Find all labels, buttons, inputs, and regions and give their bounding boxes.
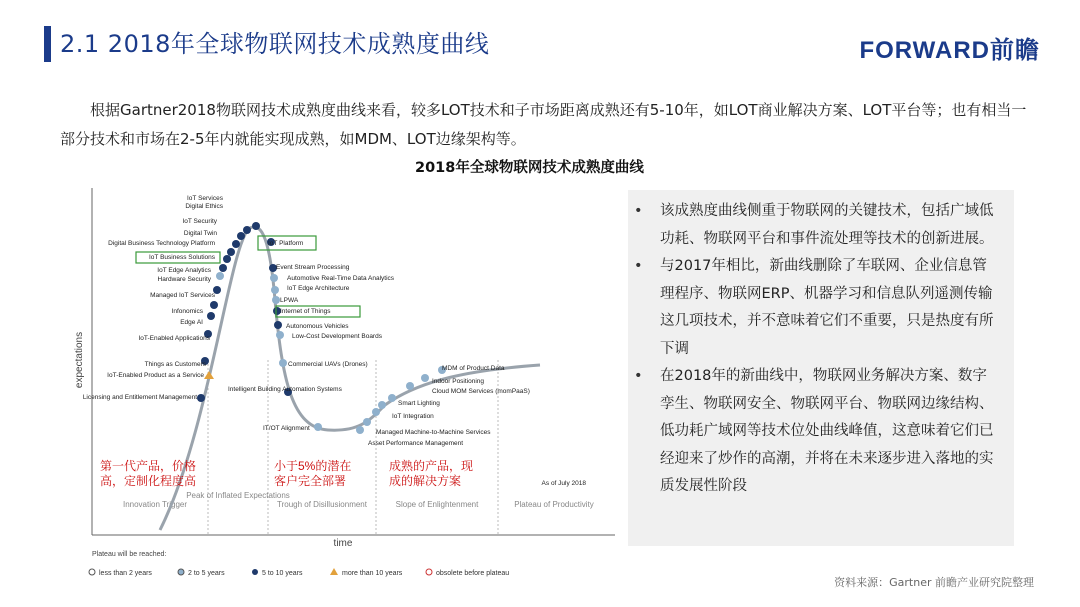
- svg-text:Low-Cost Development Boards: Low-Cost Development Boards: [292, 333, 382, 340]
- page-title: 2.1 2018年全球物联网技术成熟度曲线: [60, 30, 490, 58]
- svg-text:Licensing and Entitlement Mana: Licensing and Entitlement Management: [82, 394, 197, 401]
- date-note: As of July 2018: [541, 480, 586, 487]
- svg-text:Event Stream Processing: Event Stream Processing: [276, 264, 350, 271]
- svg-text:Asset Performance Management: Asset Performance Management: [368, 440, 464, 447]
- svg-text:obsolete before plateau: obsolete before plateau: [436, 570, 510, 577]
- svg-text:IoT Platform: IoT Platform: [268, 240, 304, 247]
- svg-text:5 to 10 years: 5 to 10 years: [262, 570, 303, 577]
- svg-text:Indoor Positioning: Indoor Positioning: [432, 378, 485, 385]
- svg-text:IoT Business Solutions: IoT Business Solutions: [149, 254, 215, 261]
- svg-text:成熟的产品，现: 成熟的产品，现: [389, 459, 474, 473]
- svg-text:Intelligent Building Automatio: Intelligent Building Automation Systems: [228, 386, 342, 393]
- summary-bullet: • 与2017年相比，新曲线删除了车联网、企业信息管理程序、物联网ERP、机器学习和信息队列遥测传输这几项技术，并不意味着它们不重要，只是热度有所下调: [660, 253, 1000, 363]
- title-accent-bar: [44, 26, 51, 62]
- legend: [89, 568, 509, 577]
- svg-text:Automotive Real-Time Data Anal: Automotive Real-Time Data Analytics: [287, 275, 395, 282]
- slope-labels: [368, 365, 530, 447]
- svg-text:MDM of Product Data: MDM of Product Data: [442, 365, 505, 372]
- svg-text:IoT Edge Architecture: IoT Edge Architecture: [287, 285, 350, 292]
- svg-text:Managed IoT Services: Managed IoT Services: [150, 292, 215, 299]
- svg-text:IoT-Enabled Applications: IoT-Enabled Applications: [138, 335, 210, 342]
- svg-text:IoT Security: IoT Security: [182, 218, 217, 225]
- svg-text:more than 10 years: more than 10 years: [342, 570, 403, 577]
- left-labels: [83, 195, 224, 401]
- phase-label: Trough of Disillusionment: [277, 500, 367, 509]
- svg-text:小于5%的潜在: 小于5%的潜在: [274, 459, 352, 473]
- svg-text:less than 2 years: less than 2 years: [99, 570, 152, 577]
- phase-label: Plateau of Productivity: [514, 500, 594, 509]
- svg-text:Managed Machine-to-Machine Ser: Managed Machine-to-Machine Services: [376, 429, 491, 436]
- x-axis-label: time: [333, 538, 353, 549]
- summary-panel: [628, 190, 1014, 546]
- svg-text:Commercial UAVs (Drones): Commercial UAVs (Drones): [288, 361, 368, 368]
- svg-text:Autonomous Vehicles: Autonomous Vehicles: [286, 323, 349, 330]
- phase-label: Innovation Trigger: [122, 500, 188, 509]
- svg-text:Infonomics: Infonomics: [171, 308, 203, 315]
- phase-label: Peak of Inflated Expectations: [186, 491, 290, 500]
- svg-text:Hardware Security: Hardware Security: [157, 276, 211, 283]
- hype-cycle-chart: [70, 180, 618, 580]
- svg-text:IoT Integration: IoT Integration: [392, 413, 434, 420]
- right-labels: [228, 240, 395, 432]
- annotations: [100, 458, 473, 488]
- summary-bullet: • 该成熟度曲线侧重于物联网的关键技术，包括广域低功耗、物联网平台和事件流处理等技术的创新进展。: [660, 198, 1000, 253]
- summary-bullet: • 在2018年的新曲线中，物联网业务解决方案、数字孪生、物联网安全、物联网平台、物联网边缘结构、低功耗广域网等技术位处曲线峰值，这意味着它们已经迎来了炒作的高潮，并将在未来逐步进入落地的实质发展性阶段: [660, 363, 1000, 501]
- svg-text:IoT Edge Analytics: IoT Edge Analytics: [157, 267, 211, 274]
- brand-logo: FORWARD前瞻: [859, 37, 1040, 64]
- svg-text:Smart Lighting: Smart Lighting: [398, 400, 440, 407]
- svg-text:高，定制化程度高: 高，定制化程度高: [100, 474, 197, 488]
- chart-title: 2018年全球物联网技术成熟度曲线: [415, 160, 644, 176]
- svg-text:LPWA: LPWA: [280, 297, 299, 304]
- svg-text:Digital Twin: Digital Twin: [183, 230, 217, 237]
- svg-text:2 to 5 years: 2 to 5 years: [188, 570, 225, 577]
- svg-text:Things as Customers: Things as Customers: [144, 361, 206, 368]
- svg-text:成的解决方案: 成的解决方案: [389, 474, 462, 488]
- phase-label: Slope of Enlightenment: [395, 500, 479, 509]
- svg-text:客户完全部署: 客户完全部署: [274, 474, 347, 488]
- svg-text:Internet of Things: Internet of Things: [280, 308, 331, 315]
- svg-text:Cloud MOM Services (momPaaS): Cloud MOM Services (momPaaS): [432, 388, 530, 395]
- svg-text:Edge AI: Edge AI: [180, 319, 203, 326]
- svg-text:IoT-Enabled Product as a Servi: IoT-Enabled Product as a Service: [107, 372, 204, 379]
- source-note: 资料来源：Gartner 前瞻产业研究院整理: [834, 576, 1034, 589]
- svg-text:IT/OT Alignment: IT/OT Alignment: [263, 425, 310, 432]
- svg-text:第一代产品，价格: 第一代产品，价格: [100, 459, 197, 473]
- svg-text:Digital Ethics: Digital Ethics: [185, 203, 223, 210]
- y-axis-label: expectations: [74, 331, 85, 389]
- legend-title: Plateau will be reached:: [92, 551, 167, 558]
- svg-text:Digital Business Technology Pl: Digital Business Technology Platform: [108, 240, 215, 247]
- svg-text:IoT Services: IoT Services: [186, 195, 223, 202]
- intro-paragraph: 根据Gartner2018物联网技术成熟度曲线来看，较多LOT技术和子市场距离成熟还有5-10年，如LOT商业解决方案、LOT平台等；也有相当一部分技术和市场在2-5年内就能实现成熟，如MDM、LOT边缘架构等。: [60, 101, 1027, 148]
